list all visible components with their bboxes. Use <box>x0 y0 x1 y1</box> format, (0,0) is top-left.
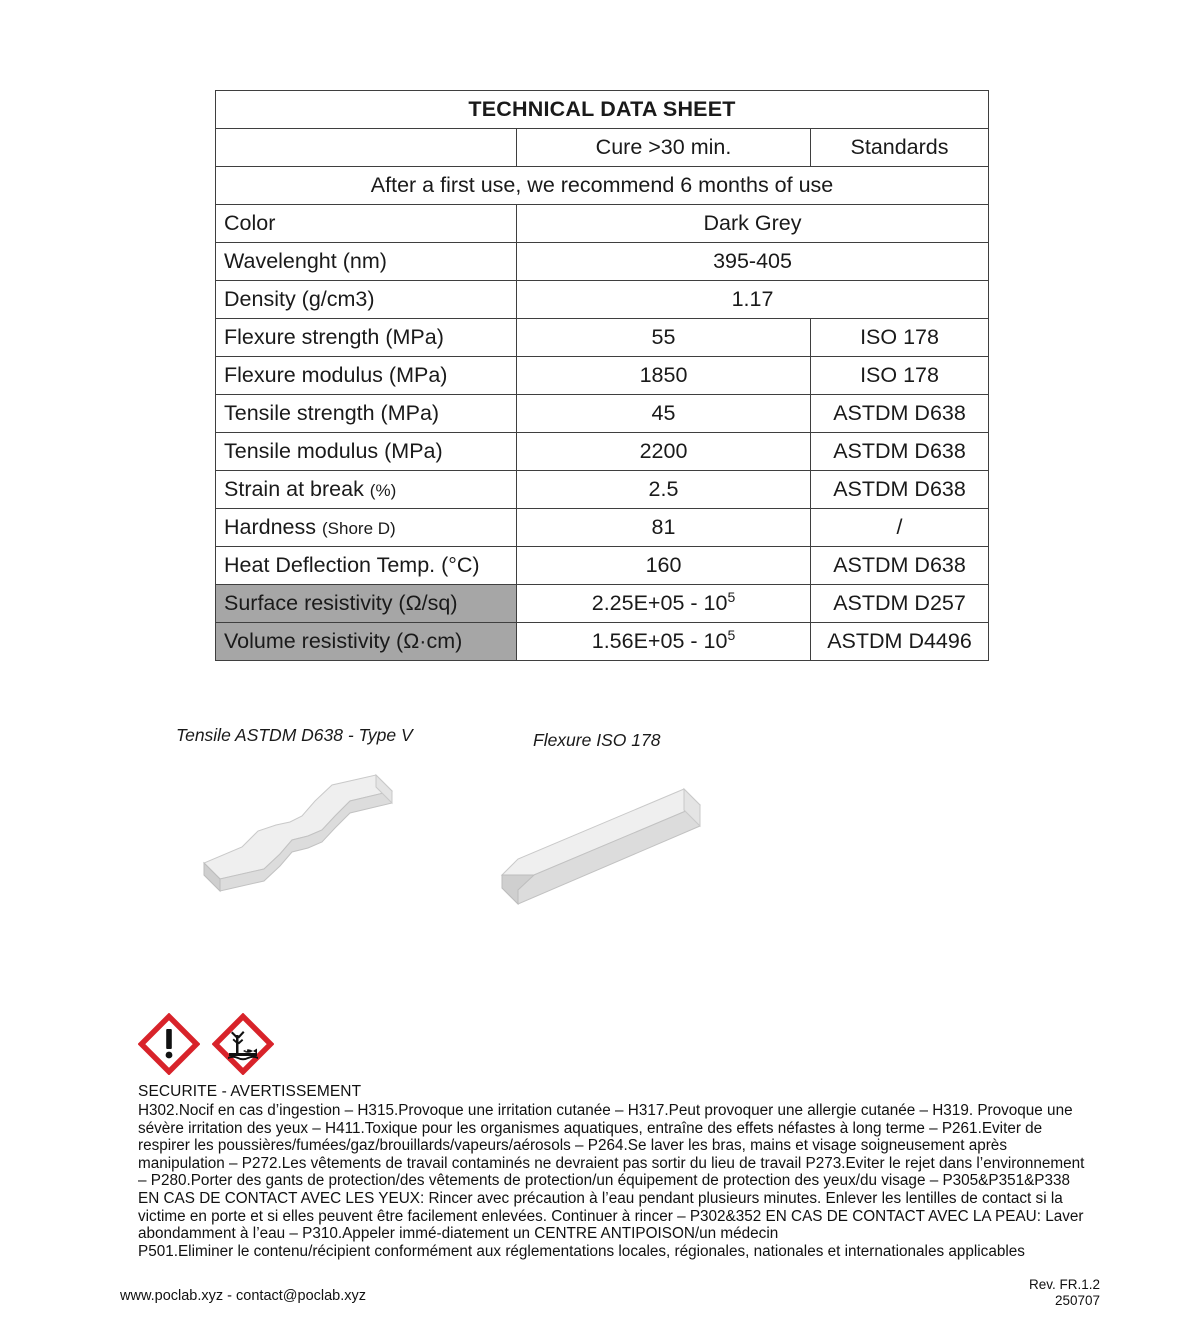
row-value-2: 1.17 <box>517 281 989 319</box>
safety-body <box>138 1102 1090 1260</box>
row-label-8: Hardness (Shore D) <box>216 509 517 547</box>
row-standard-8: / <box>811 509 989 547</box>
tensile-specimen-label: Tensile ASTDM D638 - Type V <box>176 725 413 745</box>
specimen-illustrations <box>0 725 1200 925</box>
row-standard-6: ASTDM D638 <box>811 433 989 471</box>
ghs09-environment-icon <box>212 1013 274 1075</box>
row-label-7: Strain at break (%) <box>216 471 517 509</box>
tensile-dogbone-specimen-icon <box>180 770 430 910</box>
table-row <box>216 395 989 433</box>
row-label-11: Volume resistivity (Ω·cm) <box>216 623 517 661</box>
revision-date: 250707 <box>1054 1293 1100 1308</box>
usage-note: After a first use, we recommend 6 months of use <box>216 167 989 205</box>
row-value-3: 55 <box>517 319 811 357</box>
row-value-10: $2.25E+05 - 10^5$ <box>517 585 811 623</box>
row-value-0: Dark Grey <box>517 205 989 243</box>
table-row <box>216 547 989 585</box>
row-value-4: 1850 <box>517 357 811 395</box>
table-row <box>216 205 989 243</box>
row-standard-5: ASTDM D638 <box>811 395 989 433</box>
header-cure-cell: Cure >30 min. <box>517 129 811 167</box>
row-value-8: 81 <box>517 509 811 547</box>
row-value-11: $1.56E+05 - 10^5$ <box>517 623 811 661</box>
row-value-7: 2.5 <box>517 471 811 509</box>
table-body <box>216 91 989 661</box>
revision-number: Rev. FR.1.2 <box>1028 1277 1100 1292</box>
table-header-row <box>216 129 989 167</box>
ghs07-exclamation-mark-icon <box>138 1013 200 1075</box>
row-standard-4: ISO 178 <box>811 357 989 395</box>
row-label-0: Color <box>216 205 517 243</box>
row-label-2: Density (g/cm3) <box>216 281 517 319</box>
row-label-5: Tensile strength (MPa) <box>216 395 517 433</box>
row-value-9: 160 <box>517 547 811 585</box>
safety-heading: SECURITE - AVERTISSEMENT <box>138 1083 362 1100</box>
table-note-row <box>216 167 989 205</box>
row-standard-9: ASTDM D638 <box>811 547 989 585</box>
table-row <box>216 509 989 547</box>
table-row <box>216 281 989 319</box>
ghs-pictogram-group <box>138 1013 274 1075</box>
flexure-bar-specimen-icon <box>488 780 718 905</box>
table-title: TECHNICAL DATA SHEET <box>216 91 989 129</box>
technical-data-sheet-table <box>215 90 989 661</box>
row-standard-3: ISO 178 <box>811 319 989 357</box>
row-standard-10: ASTDM D257 <box>811 585 989 623</box>
table-row <box>216 433 989 471</box>
row-standard-7: ASTDM D638 <box>811 471 989 509</box>
row-label-4: Flexure modulus (MPa) <box>216 357 517 395</box>
header-blank-cell <box>216 129 517 167</box>
table-title-row <box>216 91 989 129</box>
table-row <box>216 471 989 509</box>
table-row <box>216 319 989 357</box>
flexure-specimen-label: Flexure ISO 178 <box>533 730 661 750</box>
footer-contact[interactable]: www.poclab.xyz - contact@poclab.xyz <box>120 1288 367 1304</box>
row-label-9: Heat Deflection Temp. (°C) <box>216 547 517 585</box>
table-row <box>216 623 989 661</box>
table-row <box>216 357 989 395</box>
safety-paragraph: P501.Eliminer le contenu/récipient conformément aux réglementations locales, régionales, nationales et internationales applicables <box>138 1242 1025 1260</box>
table-row <box>216 585 989 623</box>
safety-warning-section <box>138 1083 1090 1260</box>
row-value-5: 45 <box>517 395 811 433</box>
table-row <box>216 243 989 281</box>
row-label-3: Flexure strength (MPa) <box>216 319 517 357</box>
safety-paragraph: H302.Nocif en cas d’ingestion – H315.Provoque une irritation cutanée – H317.Peut provoquer une allergie cutanée – H319. Provoque une sévère irritation des yeux – H411.Toxique pour les organismes aquatiques, entraîne des effets néfastes à long terme – P261.Eviter de respirer les poussières/fumées/gaz/brouillards/vapeurs/aérosols – P264.Se laver les bras, mains et visage soigneusement après manipulation – P272.Les vêtements de travail contaminés ne devraient pas sortir du lieu de travail P273.Eviter le rejet dans l’environnement – P280.Porter des gants de protection/des vêtements de protection/un équipement de protection des yeux/du visage – P305&P351&P338 EN CAS DE CONTACT AVEC LES YEUX: Rincer avec précaution à l’eau pendant plusieurs minutes. Enlever les lentilles de contact si la victime en porte et si elles peuvent être facilement enlevées. Continuer à rincer – P302&352 EN CAS DE CONTACT AVEC LA PEAU: Laver abondamment à l’eau – P310.Appeler immé-diatement un CENTRE ANTIPOISON/un médecin <box>138 1102 1085 1243</box>
footer-revision <box>1029 1277 1100 1309</box>
row-label-1: Wavelenght (nm) <box>216 243 517 281</box>
row-standard-11: ASTDM D4496 <box>811 623 989 661</box>
row-label-10: Surface resistivity (Ω/sq) <box>216 585 517 623</box>
header-standards-cell: Standards <box>811 129 989 167</box>
row-label-6: Tensile modulus (MPa) <box>216 433 517 471</box>
row-value-1: 395-405 <box>517 243 989 281</box>
row-value-6: 2200 <box>517 433 811 471</box>
